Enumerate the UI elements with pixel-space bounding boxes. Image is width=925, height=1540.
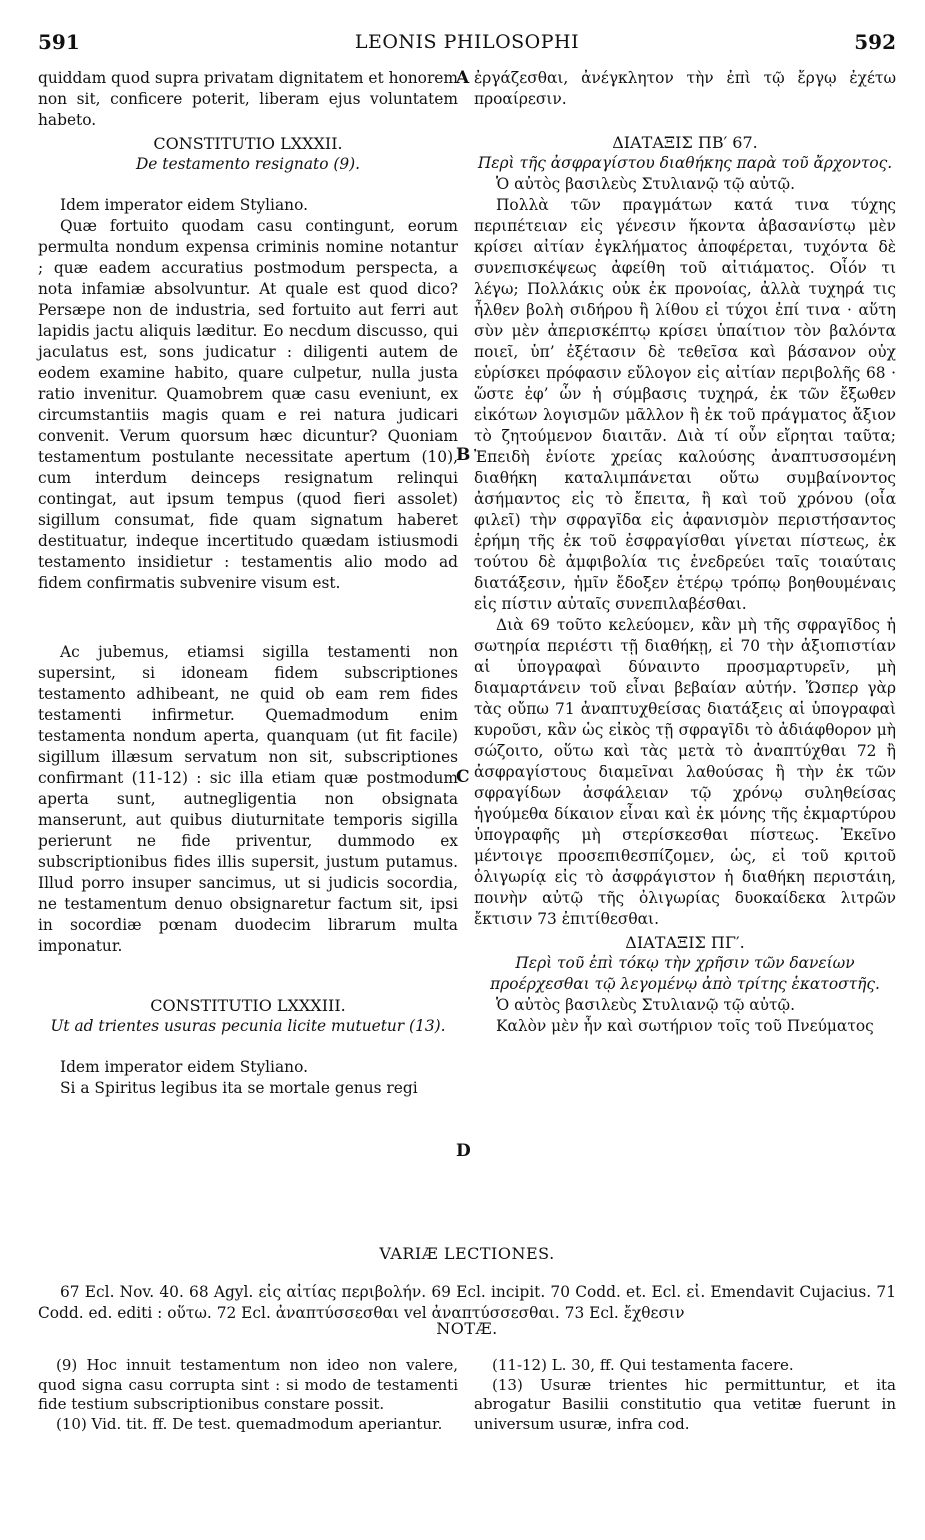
constitution-title: CONSTITUTIO LXXXIII. [150,996,346,1015]
variae-text: 67 Ecl. Nov. 40. 68 Agyl. εἰς αἰτίας περιβολήν. 69 Ecl. incipit. 70 Codd. et. Ecl. εἰ. Emendavit Cujacius. 71 Codd. ed. editi : οὕτω. 72 Ecl. ἀναπτύσσεσθαι vel ἀναπτύσσεσθαι. 73 Ecl. ἔχθεσιν [38,1283,896,1322]
diataxis-title: ΔΙΑΤΑΞΙΣ ΠΒ′ 67. [612,133,758,152]
running-header [38,30,896,58]
latin-intro: Idem imperator eidem Styliano. [60,1058,308,1076]
page [38,30,896,1510]
constitution-subtitle: De testamento resignato (9). [135,155,361,173]
latin-column [38,68,458,1099]
footnote: (10) Vid. tit. ff. De test. quemadmodum aperiantur. [56,1414,443,1433]
latin-paragraph: Si a Spiritus legibus ita se mortale genus regi [60,1079,418,1097]
constitution-subtitle: Ut ad trientes usuras pecunia licite mutuetur (13). [50,1017,446,1035]
greek-paragraph: Καλὸν μὲν ἦν καὶ σωτήριον τοῖς τοῦ Πνεύματος [496,1017,874,1035]
variae-heading: VARIÆ LECTIONES. [379,1244,555,1263]
greek-paragraph: ἐργάζεσθαι, ἀνέγκλητον τὴν ἐπὶ τῷ ἔργῳ ἐχέτω προαίρεσιν. [474,69,896,108]
latin-paragraph: Quæ fortuito quodam casu contingunt, eorum permulta nondum expensa criminis nomine notantur ; quæ eadem accuratius postmodum perspecta, a nota infamiæ absolvuntur. At quale est quod dico? Persæpe non de industria, sed fortuito aut ferri aut lapidis jactu aliquis læditur. Eo necdum discusso, qui jaculatus est, sons judicatur : diligenti autem de eodem examine habito, quare culpetur, nulla justa ratio invenitur. Quamobrem quæ casu eveniunt, ex circumstantiis magis quam e rei natura judicari convenit. Verum quorsum hæc dicuntur? Quoniam testamentum postulante necessitate apertum (10), cum interdum deinceps resignatum relinqui contingat, aut ipsum tempus (quod fieri assolet) sigillum consumat, fide quam signatum haberet destituatur, indeque incertitudo quædam istiusmodi testamento insidietur : testamentis alio modo ad fidem confirmatis subvenire visum est. [38,217,458,592]
notae-heading: NOTÆ. [436,1319,498,1338]
section-marker-c: C [456,767,470,787]
footnote: (13) Usuræ trientes hic permittuntur, et ita abrogatur Basilii constitutio qua vetitæ fuerunt in universum usuræ, infra cod. [474,1375,896,1433]
greek-column [474,68,896,1037]
latin-intro: Idem imperator eidem Styliano. [60,196,308,214]
footnote: (11-12) L. 30, ff. Qui testamenta facere. [492,1356,794,1374]
running-title: LEONIS PHILOSOPHI [354,31,580,53]
section-marker-d: D [456,1141,471,1161]
greek-paragraph: Διὰ 69 τοῦτο κελεύομεν, κἂν μὴ τῆς σφραγῖδος ἡ σωτηρία περιέστι τῇ διαθήκῃ, εἰ 70 τὴν ἀξιοπιστίαν αἱ ὑπογραφαὶ δύναιντο προσμαρτυρεῖν, μὴ διαμαρτάνειν τοῦ εἶναι βεβαίαν αὐτήν. Ὥσπερ γὰρ τὰς οὔπω 71 ἀναπτυχθείσας διατάξεις αἱ ὑπογραφαὶ κυροῦσι, κἂν ὡς εἰκὸς τῇ σφραγῖδι τὸ ἀδιάφθορον μὴ σώζοιτο, οὕτω καὶ τὰς μετὰ τὸ ἀναπτύχθαι 72 ἢ ἀσφραγίστους διαμεῖναι λαθούσας ἢ τὴν ἐκ τῶν σφραγίδων ἀσφάλειαν τῷ χρόνῳ συληθείσας ἡγούμεθα δίκαιον εἶναι καὶ ἐκ μόνης τῆς ἐκμαρτύρου ὑπογραφῆς μὴ στερίσκεσθαι πίστεως. Ἐκεῖνο μέντοιγε προσεπιθεσπίζομεν, ὡς, εἰ τοῦ κριτοῦ ὀλιγωρίᾳ εἰς τὸ ἀσφράγιστον ἡ διαθήκη περιστάιη, ποινὴν αὐτῷ τῆς ὀλιγωρίας δυοκαίδεκα λιτρῶν ἔκτισιν 73 ἐπιτίθεσθαι. [474,616,896,928]
constitution-title: CONSTITUTIO LXXXII. [153,134,343,153]
greek-paragraph: Πολλὰ τῶν πραγμάτων κατά τινα τύχης περιπέτειαν εἰς γένεσιν ἥκοντα ἀβασανίστῳ μὲν κρίσει αἰτίαν ἐγκλήματος ἀποφέρεται, τυχόντα δὲ συνεπισκέψεως ἀφείθη τοῦ αἰτιάματος. Οἷόν τι λέγω; Πολλάκις οὐκ ἐκ προνοίας, ἀλλὰ τυχηρά τις ἦλθεν βολὴ σιδήρου ἢ λίθου εἰ τύχοι ἐπί τινα · αὕτη σὺν μὲν ἀπερισκέπτῳ κρίσει ὑπαίτιον τὸν βαλόντα ποιεῖ, ὑπ’ ἐξέτασιν δὲ τεθεῖσα καὶ βάσανον οὐχ εὑρίσκει πρόφασιν εὔλογον εἰς αἰτίαν περιβολῆς 68 · ὥστε ἐφ’ ὧν ἡ σύμβασις τυχηρά, ἐκ τῶν ἔξωθεν εἰκότων λογισμῶν μᾶλλον ἢ ἐκ τοῦ πράγματος ἄξιον τὸ ζητούμενον διαιτᾶν. Διὰ τί οὖν εἴρηται ταῦτα; Ἐπειδὴ ἐνίοτε χρείας καλούσης ἀναπτυσσομένη διαθήκη καταλιμπάνεται οὕτω συμβαίνοντος ἀσήμαντος εἰς τὸ ἔπειτα, ἢ καὶ τοῦ χρόνου (οἷα φιλεῖ) τὴν σφραγῖδα εἰς ἀφανισμὸν περιστήσαντος ἐρήμη τῆς ἐκ τοῦ ἐσφραγίσθαι γίνεται πίστεως, ἐκ τούτου δὲ ἀμφιβολία τις ἐνεδρεύει ταῖς τοιαύταις διατάξεσιν, ἡμῖν ἔδοξεν ἑτέρῳ τρόπῳ βοηθουμέναις εἰς πίστιν αὐταῖς συνεπιλαβέσθαι. [474,196,896,613]
diataxis-title: ΔΙΑΤΑΞΙΣ ΠΓ′. [625,933,745,952]
diataxis-subtitle: Περὶ τῆς ἀσφραγίστου διαθήκης παρὰ τοῦ ἄρχοντος. [477,154,893,172]
page-number-left: 591 [38,30,80,54]
latin-paragraph: quiddam quod supra privatam dignitatem et honorem non sit, conficere poterit, liberam ejus voluntatem habeto. [38,69,458,129]
page-number-right: 592 [854,30,896,54]
notes-left-column [38,1356,458,1434]
section-marker-b: B [456,445,471,465]
greek-intro: Ὁ αὐτὸς βασιλεὺς Στυλιανῷ τῷ αὐτῷ. [496,175,795,193]
latin-paragraph: Ac jubemus, etiamsi sigilla testamenti non supersint, si idoneam fidem subscriptiones testamento adhibeant, ne quid ob eam rem fides testamenti infirmetur. Quemadmodum enim testamenta nondum aperta, quanquam (ut fit facile) sigillum illæsum servatum non sit, subscriptiones confirmant (11-12) : sic illa etiam quæ postmodum aperta sunt, autnegligentia non obsignata manserunt, aut quibus diuturnitate temporis sigilla perierunt ne fide priventur, dummodo ex subscriptionibus fides illis supersit, justum putamus. Illud porro insuper sancimus, ut si judicis socordia, ne testamentum denuo obsignaretur factum sit, ipsi in socordiæ pœnam duodecim librarum multa imponatur. [38,643,458,955]
section-marker-a: A [456,68,470,88]
diataxis-subtitle: Περὶ τοῦ ἐπὶ τόκῳ τὴν χρῆσιν τῶν δανείων προέρχεσθαι τῷ λεγομένῳ ἀπὸ τρίτης ἑκατοστῆς. [490,954,880,993]
greek-intro: Ὁ αὐτὸς βασιλεὺς Στυλιανῷ τῷ αὐτῷ. [496,996,795,1014]
notes-right-column [474,1356,896,1434]
footnote: (9) Hoc innuit testamentum non ideo non valere, quod signa casu corrupta sint : si modo de testamenti fide testium subscriptionibus constare possit. [38,1356,458,1413]
